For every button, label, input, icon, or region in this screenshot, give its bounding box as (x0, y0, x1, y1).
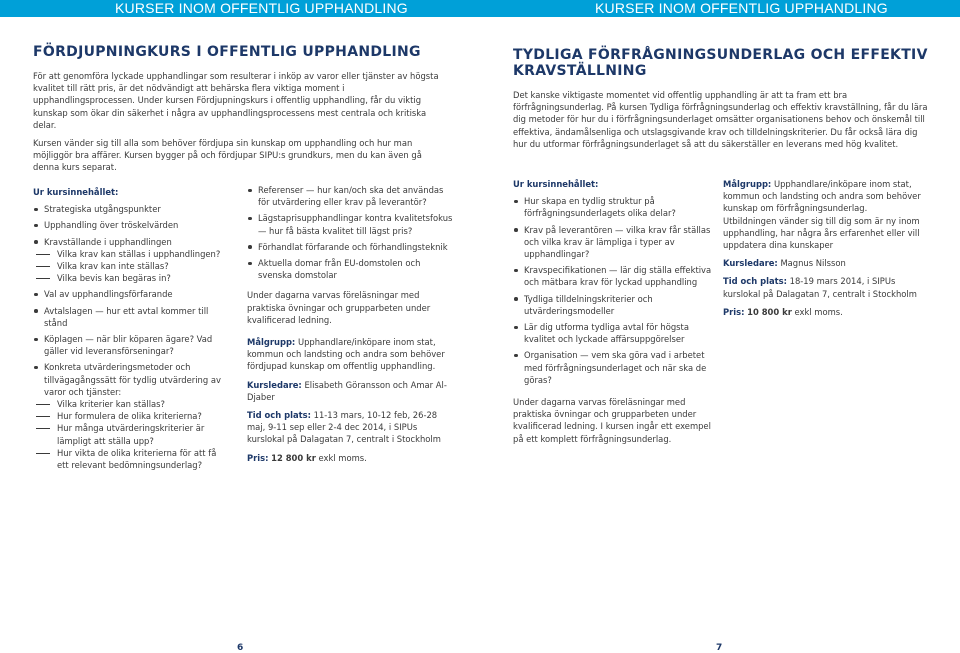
list-item: Aktuella domar från EU-domstolen och svenska domstolar (247, 257, 455, 281)
list-item: Tydliga tilldelningskriterier och utvärderingsmodeller (513, 293, 713, 317)
list-item: Organisation — vem ska göra vad i arbetet med förfrågningsunderlaget och när ska de göras? (513, 349, 713, 386)
page-number: 7 (716, 643, 723, 653)
list-item: Kravspecifikationen — lär dig ställa effektiva och mätbara krav för lyckad upphandling (513, 264, 713, 288)
sub-list-item: Hur många utvärderingskriterier är lämpligt att ställa upp? (33, 422, 223, 446)
time-place (723, 275, 923, 299)
target-group-label: Målgrupp: (723, 179, 772, 189)
list-item: Förhandlat förfarande och förhandlingsteknik (247, 241, 455, 253)
sub-list-item: Hur formulera de olika kriterierna? (33, 410, 223, 422)
list-item: Köplagen — när blir köparen ägare? Vad gäller vid leveransförseningar? (33, 333, 223, 357)
list-item: Referenser — hur kan/och ska det användas för utvärdering eller krav på leverantör? (247, 184, 455, 208)
content-heading: Ur kursinnehållet: (33, 187, 119, 197)
list-item: Lägstaprisupphandlingar kontra kvalitetsfokus — hur få bästa kvalitet till lägst pris? (247, 212, 455, 236)
list-item: Upphandling över tröskelvärden (33, 219, 223, 231)
intro-paragraph: Kursen vänder sig till alla som behöver fördjupa sin kunskap om upphandling och hur man möjliggör bra affärer. Kursen bygger på och fördjupar SIPU:s grundkurs, men du kan även gå denna kurs separat. (33, 138, 422, 173)
target-group-label: Målgrupp: (247, 337, 296, 348)
list-item: Hur skapa en tydlig struktur på förfrågningsunderlagets olika delar? (513, 195, 713, 219)
content-column-1 (33, 186, 223, 475)
time-place-text: 11-13 mars, 10-12 feb, 26-28 maj, 9-11 sep eller 2-4 dec 2014, i SIPUs kurslokal på Dalagatan 7, centralt i Stockholm (247, 410, 441, 445)
content-column-1 (513, 178, 713, 451)
target-group (247, 336, 455, 373)
page-title-line: TYDLIGA FÖRFRÅGNINGSUNDERLAG OCH EFFEKTIV (513, 47, 928, 63)
content-list (33, 203, 223, 471)
list-item: Krav på leverantören — vilka krav får ställas och vilka krav är lämpliga i typer av upphandlingar? (513, 224, 713, 261)
time-place (247, 409, 455, 446)
list-item: Avtalslagen — hur ett avtal kommer till stånd (33, 305, 223, 329)
right-page (480, 0, 960, 653)
sub-list-item: Vilka krav kan inte ställas? (33, 260, 223, 272)
course-leader-text: Elisabeth Göransson och Amar Al-Djaber (247, 379, 447, 402)
intro-paragraph: Det kanske viktigaste momentet vid offentlig upphandling är att ta fram ett bra förfrågningsunderlag. På kursen Tydliga förfrågningsunderlag och effektiv kravställning, får du lära dig metoder för hur du i förfrågningsunderlaget omsätter organisationens behov och önskemål till effektiva, ändamålsenliga och utslagsgivande krav och tilldelningskriterier. Du får också lära dig hur du utformar förfrågningsunderlaget så att du säkerställer en leverans med hög kvalitet. (513, 90, 928, 149)
content-heading: Ur kursinnehållet: (513, 179, 599, 189)
intro-text (33, 70, 445, 180)
sub-list-item: Vilka krav kan ställas i upphandlingen? (33, 248, 223, 260)
page-title (513, 47, 943, 79)
target-group (723, 178, 923, 251)
sub-list (33, 398, 223, 471)
price-value: 12 800 kr (271, 452, 316, 463)
header-band-right: KURSER INOM OFFENTLIG UPPHANDLING (480, 0, 960, 17)
sub-list-item: Hur vikta de olika kriterierna för att få ett relevant bedömningsunderlag? (33, 447, 223, 471)
course-leader-label: Kursledare: (247, 379, 302, 390)
page-title-line: KRAVSTÄLLNING (513, 63, 647, 79)
page-title: FÖRDJUPNINGKURS I OFFENTLIG UPPHANDLING (33, 44, 421, 60)
sub-list-item: Vilka bevis kan begäras in? (33, 272, 223, 284)
list-item: Lär dig utforma tydliga avtal för högsta kvalitet och lyckade affärsuppgörelser (513, 321, 713, 345)
content-list (513, 195, 713, 386)
content-column-2 (723, 178, 923, 324)
price-label: Pris: (723, 306, 745, 317)
list-item: Val av upphandlingsförfarande (33, 288, 223, 300)
sub-list (33, 248, 223, 285)
price-label: Pris: (247, 452, 269, 463)
list-item: Konkreta utvärderingsmetoder och tillvägagångssätt för tydlig utvärdering av varor och tjänster: Vilka kriterier kan ställas? Hur formulera de olika kriterierna? Hur många utvärderingskriterier är lämpligt att ställa upp? Hur vikta de olika kriterierna för att få ett relevant bedömningsunderlag? (33, 361, 223, 471)
price (247, 452, 455, 464)
page-number: 6 (237, 643, 244, 653)
intro-text (513, 89, 933, 156)
header-band-left: KURSER INOM OFFENTLIG UPPHANDLING (0, 0, 480, 17)
content-list (247, 184, 455, 281)
method-paragraph: Under dagarna varvas föreläsningar med praktiska övningar och grupparbeten under kvalificerad ledning. (247, 290, 431, 325)
course-leader-label: Kursledare: (723, 258, 778, 269)
target-group-text: Upphandlare/inköpare inom stat, kommun och landsting och andra som behöver fördjupad kunskap om offentlig upphandling. (247, 337, 445, 372)
course-leader (723, 257, 923, 269)
price (723, 306, 923, 318)
content-column-2 (247, 184, 455, 470)
price-suffix: exkl moms. (318, 452, 367, 463)
time-place-text: 18-19 mars 2014, i SIPUs kurslokal på Dalagatan 7, centralt i Stockholm (723, 276, 917, 299)
list-item: Kravställande i upphandlingen Vilka krav kan ställas i upphandlingen? Vilka krav kan inte ställas? Vilka bevis kan begäras in? (33, 236, 223, 285)
price-suffix: exkl moms. (794, 306, 843, 317)
target-group-text: Upphandlare/inköpare inom stat, kommun och landsting och andra som behöver kunskap om förfrågningsunderlag. Utbildningen vänder sig till dig som är ny inom upphandling, har några års erfarenhet eller vill uppdatera dina kunskaper (723, 179, 921, 251)
price-value: 10 800 kr (747, 306, 792, 317)
time-place-label: Tid och plats: (247, 410, 311, 421)
course-leader (247, 379, 455, 403)
intro-paragraph: För att genomföra lyckade upphandlingar som resulterar i inköp av varor eller tjänster av högsta kvalitet till rätt pris, är det nödvändigt att behärska flera viktiga moment i upphandlingsprocessen. Under kursen Fördjupningskurs i offentlig upphandling, får du viktig kunskap som ökar din säkerhet i några av upphandlingsprocessens mest centrala och kritiska delar. (33, 71, 439, 130)
list-item: Strategiska utgångspunkter (33, 203, 223, 215)
course-leader-text: Magnus Nilsson (780, 258, 846, 269)
sub-list-item: Vilka kriterier kan ställas? (33, 398, 223, 410)
time-place-label: Tid och plats: (723, 276, 787, 287)
method-paragraph: Under dagarna varvas föreläsningar med praktiska övningar och grupparbeten under kvalificerad ledning. I kursen ingår ett exempel på ett komplett förfrågningsunderlag. (513, 397, 711, 444)
